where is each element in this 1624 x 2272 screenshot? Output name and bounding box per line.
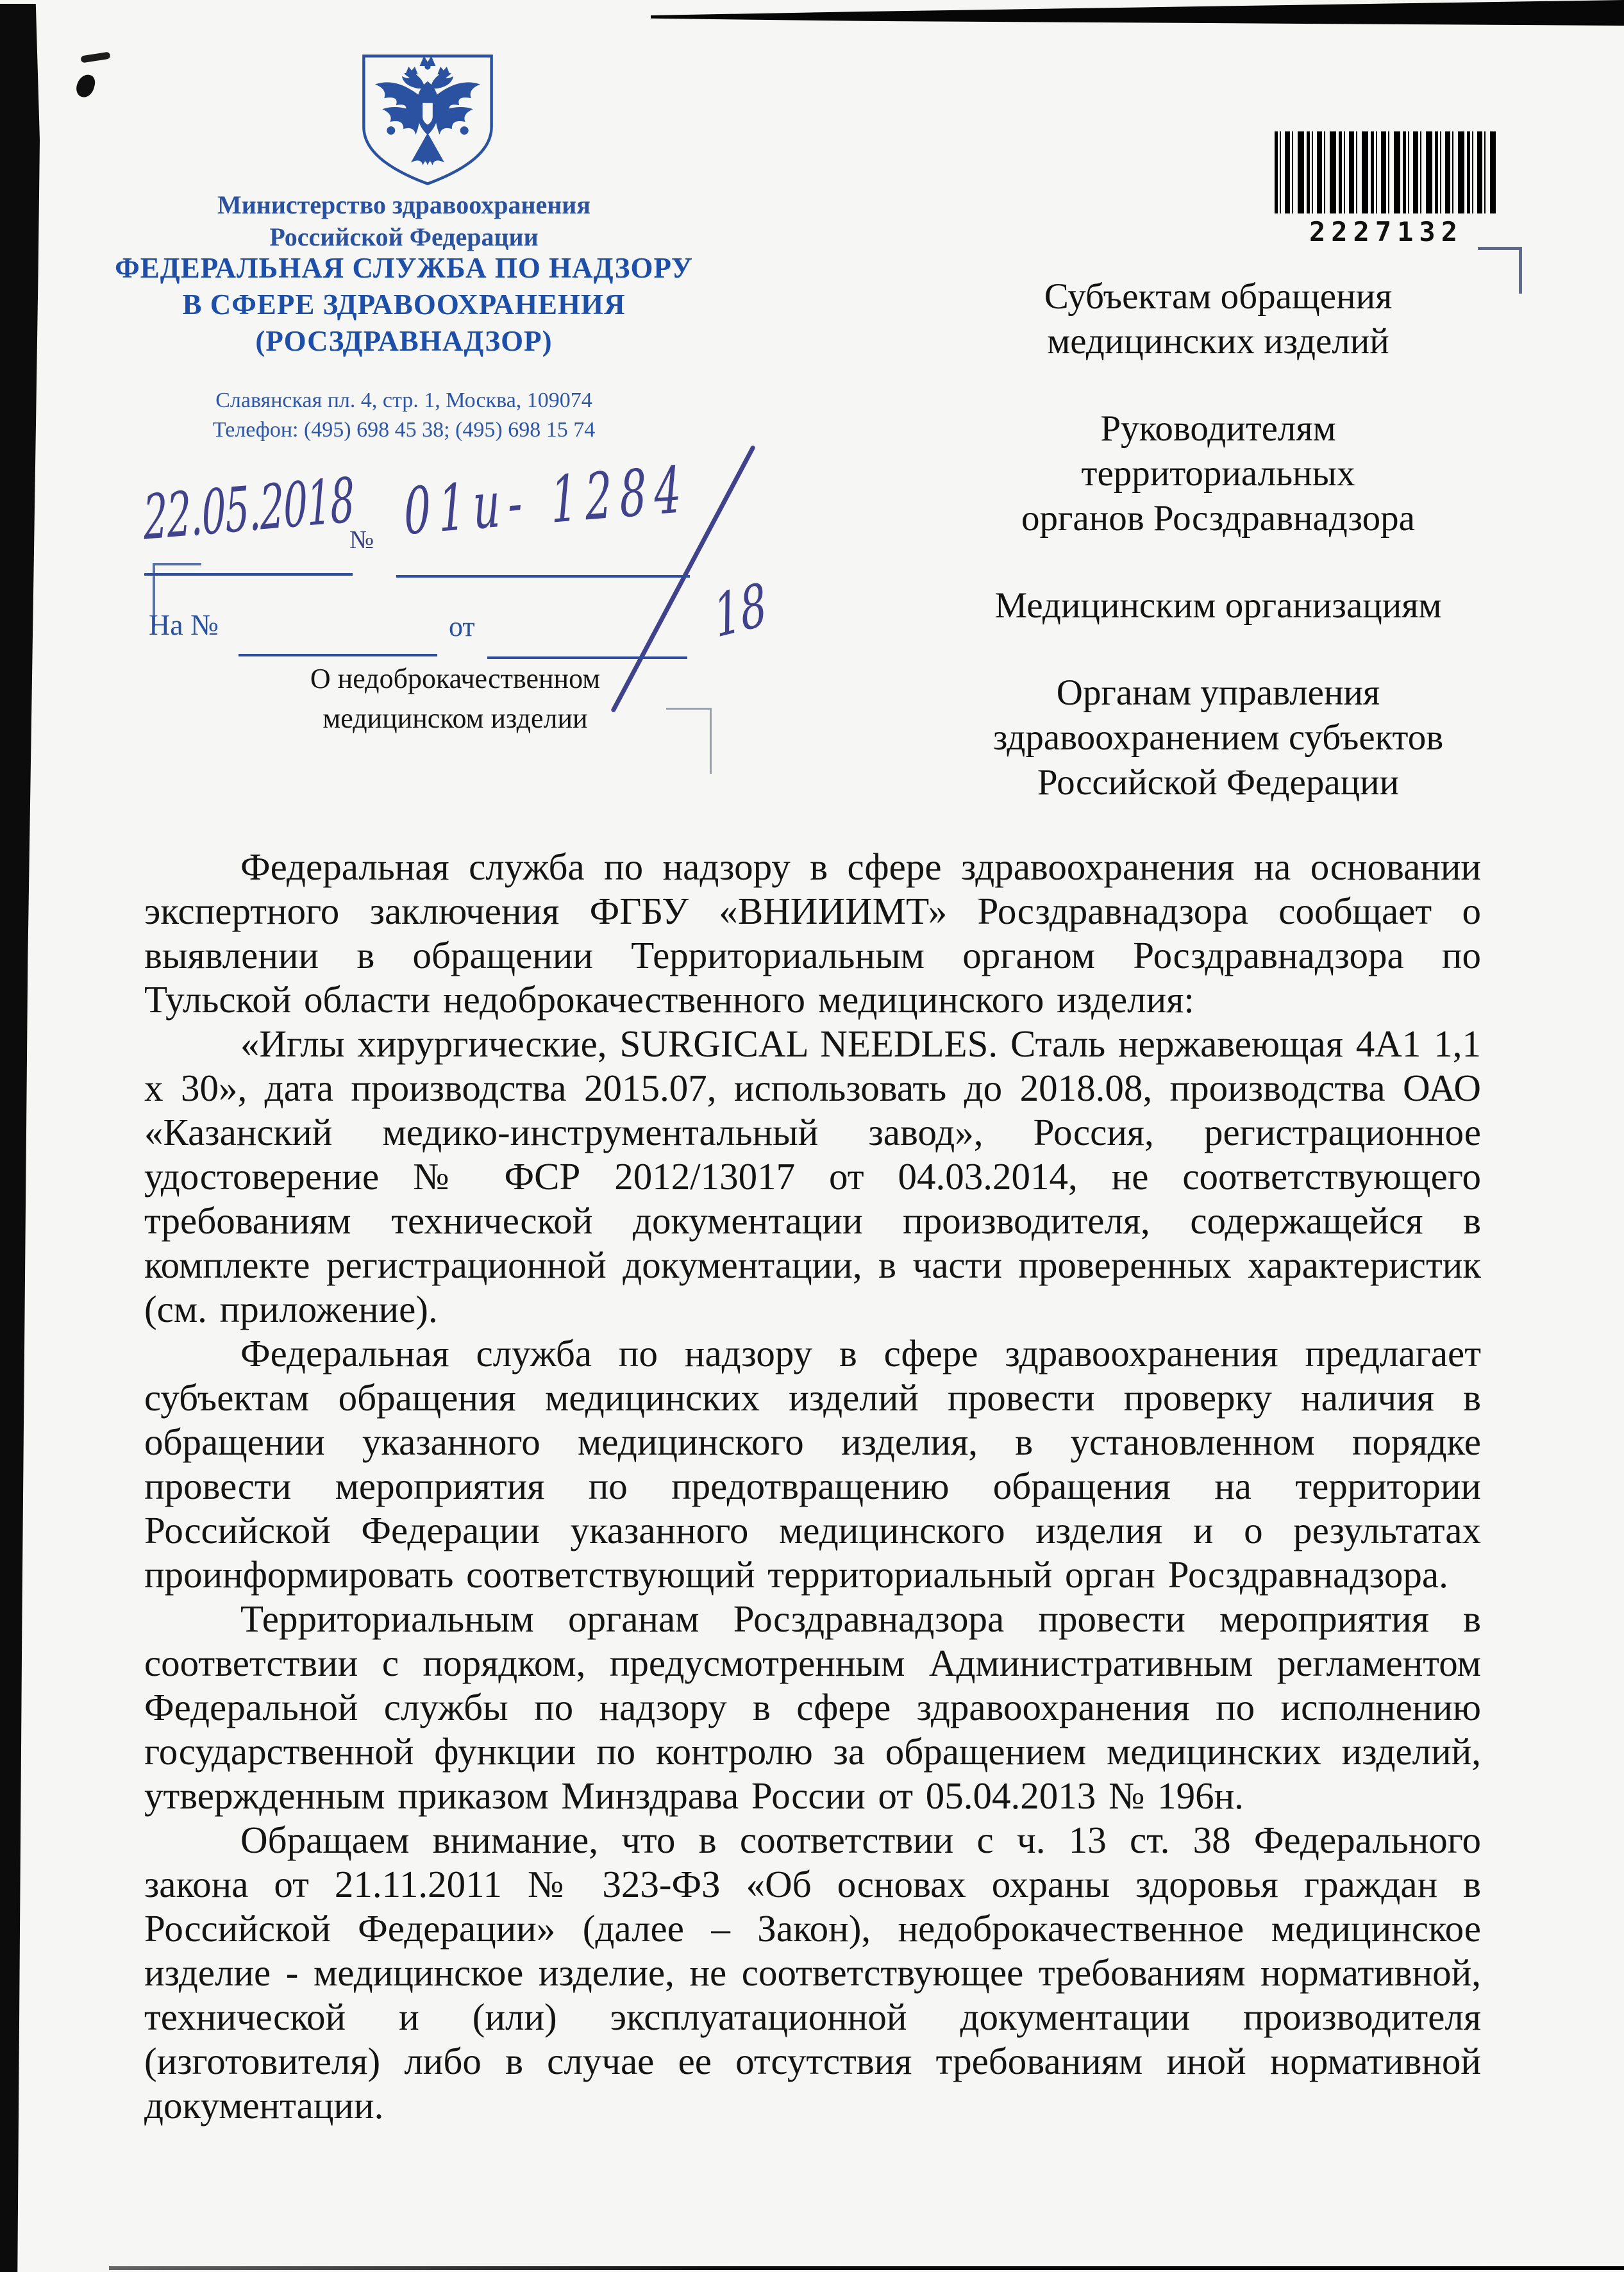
subject-line bbox=[269, 659, 641, 739]
scan-artifact-left-band bbox=[0, 4, 40, 2272]
handwritten-date: 22.05.2018 bbox=[142, 464, 355, 554]
handwritten-outgoing-number: 01и- 1284 bbox=[403, 451, 691, 549]
addressee-item bbox=[917, 583, 1519, 628]
handwritten-number-suffix: 18 bbox=[710, 570, 771, 651]
letterhead-address: Славянская пл. 4, стр. 1, Москва, 109074 bbox=[215, 388, 592, 412]
date-underline bbox=[144, 573, 353, 576]
body-paragraph: Федеральная служба по надзору в сфере здравоохранения на основании экспертного заключения ФГБУ «ВНИИИМТ» Росздравнадзора сообщает о выявлении в обращении Территориальным органом Росздравнадзора по Тульской области недоброкачественного медицинского изделия: bbox=[144, 846, 1481, 1021]
scan-artifact-top-line bbox=[651, 0, 1624, 26]
reply-number-underline bbox=[239, 654, 437, 656]
addressee-line: Медицинским организациям bbox=[994, 585, 1442, 626]
body-paragraph: Территориальным органам Росздравнадзора провести мероприятия в соответствии с порядком, предусмотренным Административным регламентом Федеральной службы по надзору в сфере здравоохранения по исполнению государственной функции по контролю за обращением медицинских изделий, утвержденным приказом Минздрава России от 05.04.2013 № 196н. bbox=[144, 1598, 1481, 1817]
number-sign: № bbox=[349, 525, 374, 554]
addressee-line: Субъектам обращения bbox=[1044, 276, 1393, 317]
scan-artifact-bottom-line bbox=[109, 2266, 1624, 2270]
agency-line: (РОСЗДРАВНАДЗОР) bbox=[255, 325, 553, 357]
number-underline bbox=[396, 575, 690, 578]
addressee-line: медицинских изделий bbox=[1047, 321, 1389, 362]
addressee-item bbox=[917, 671, 1519, 805]
ink-smudge bbox=[74, 72, 97, 99]
subject-text-line: О недоброкачественном bbox=[310, 663, 601, 694]
addressee-line: Руководителям bbox=[1100, 408, 1336, 449]
letter-body bbox=[144, 845, 1481, 2128]
letterhead-contacts bbox=[96, 386, 712, 445]
addressee-line: Органам управления bbox=[1056, 672, 1380, 713]
reply-to-label: На № bbox=[149, 608, 219, 641]
barcode-bars bbox=[1275, 131, 1496, 213]
coat-of-arms-russia-icon bbox=[355, 51, 501, 188]
body-paragraph: Обращаем внимание, что в соответствии с ч. 13 ст. 38 Федерального закона от 21.11.2011 № 323-ФЗ «Об основах охраны здоровья граждан в Российской Федерации» (далее – Закон), недоброкачественное медицинское изделие - медицинское изделие, не соответствующее требованиям нормативной, технической и (или) эксплуатационной документации производителя (изготовителя) либо в случае ее отсутствия требованиям иной нормативной документации. bbox=[144, 1819, 1481, 2126]
addressee-line: территориальных bbox=[1081, 453, 1355, 494]
agency-line: ФЕДЕРАЛЬНАЯ СЛУЖБА ПО НАДЗОРУ bbox=[115, 252, 693, 284]
barcode bbox=[1275, 131, 1498, 247]
barcode-number: 2227132 bbox=[1309, 216, 1463, 247]
ministry-line: Министерство здравоохранения bbox=[217, 190, 590, 219]
from-label: от bbox=[449, 611, 475, 642]
addressee-line: органов Росздравнадзора bbox=[1021, 498, 1415, 539]
subject-text-line: медицинском изделии bbox=[322, 703, 588, 734]
body-paragraph: Федеральная служба по надзору в сфере здравоохранения предлагает субъектам обращения медицинских изделий провести проверку наличия в обращении указанного медицинского изделия, в установленном порядке провести мероприятия по предотвращению обращения на территории Российской Федерации указанного медицинского изделия и о результатах проинформировать соответствующий территориальный орган Росздравнадзора. bbox=[144, 1332, 1481, 1596]
addressee-list bbox=[917, 274, 1519, 848]
corner-mark-reference-field bbox=[666, 708, 712, 774]
addressee-item bbox=[917, 274, 1519, 364]
addressee-line: здравоохранением субъектов bbox=[992, 717, 1444, 758]
agency-name bbox=[77, 250, 731, 360]
addressee-line: Российской Федерации bbox=[1037, 762, 1400, 803]
letterhead-phone: Телефон: (495) 698 45 38; (495) 698 15 74 bbox=[212, 418, 596, 442]
ministry-line: Российской Федерации bbox=[269, 222, 539, 251]
ink-smudge bbox=[80, 51, 110, 63]
agency-line: В СФЕРЕ ЗДРАВООХРАНЕНИЯ bbox=[182, 288, 626, 321]
addressee-item bbox=[917, 406, 1519, 541]
body-paragraph: «Иглы хирургические, SURGICAL NEEDLES. Сталь нержавеющая 4А1 1,1 х 30», дата производства 2015.07, использовать до 2018.08, производства ОАО «Казанский медико-инструментальный завод», Россия, регистрационное удостоверение № ФСР 2012/13017 от 04.03.2014, не соответствующего требованиям технической документации производителя, содержащейся в комплекте регистрационной документации, в части проверенных характеристик (см. приложение). bbox=[144, 1023, 1481, 1330]
ministry-name bbox=[115, 189, 692, 253]
